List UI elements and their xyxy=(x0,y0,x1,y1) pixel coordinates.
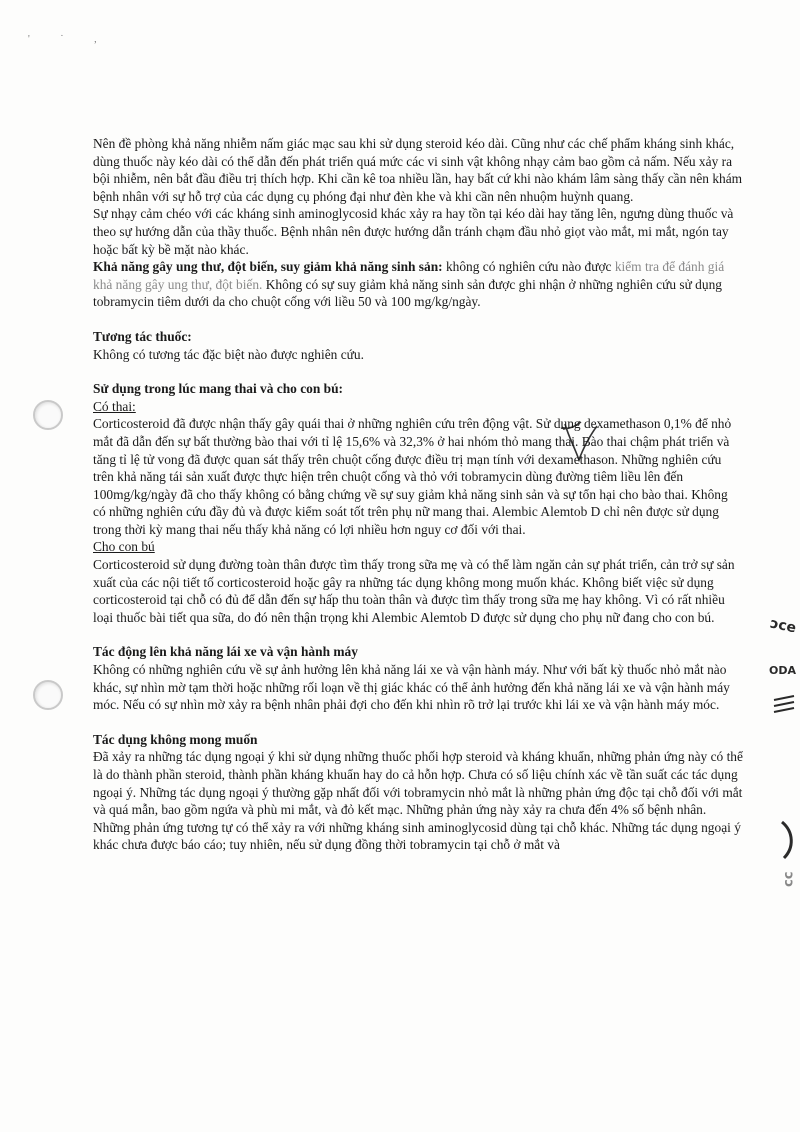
subheading-pregnancy: Có thai: xyxy=(93,398,136,414)
punch-hole-upper xyxy=(33,400,63,430)
carcinogenicity-text-b: Không có sự suy giảm khả năng sinh sản được ghi nhận ở những nghiên cứu sử dụng tobramycin tiêm dưới da cho chuột cống với liều 50 và 100 mg/kg/ngày. xyxy=(93,276,722,310)
paragraph-lactation: Corticosteroid sử dụng đường toàn thân được tìm thấy trong sữa mẹ và có thể làm ngăn cản sự phát triển, cản trở sự sản xuất của các nội tiết tố corticosteroid hoặc gây ra những tác dụng không mong muốn khác. Không biết việc sử dụng corticosteroid tại chỗ có đủ để dẫn đến sự hấp thu toàn thân và được tìm thấy trong sữa mẹ hay không. Vì có rất nhiều loại thuốc bài tiết qua sữa, do đó nên thận trọng khi Alembic Alemtob D được sử dụng cho phụ nữ đang cho con bú. xyxy=(93,557,735,625)
spacer xyxy=(93,714,743,731)
paragraph-carcinogenicity xyxy=(93,258,743,311)
paragraph-cross-sensitivity: Sự nhạy cảm chéo với các kháng sinh aminoglycosid khác xảy ra hay tồn tại kéo dài hay tăng lên, ngưng dùng thuốc và theo sự hướng dẫn của thầy thuốc. Bệnh nhân nên được hướng dẫn tránh chạm đầu nhỏ giọt vào mắt, mi mắt, ngón tay hoặc bất kỳ bề mặt nào khác. xyxy=(93,206,734,257)
carcinogenicity-label: Khả năng gây ung thư, đột biến, suy giảm khả năng sinh sản: xyxy=(93,259,443,275)
margin-stamp-middle: ODA xyxy=(769,664,796,677)
margin-stamp-top: ɔce xyxy=(768,615,798,637)
spacer xyxy=(93,363,743,380)
paragraph-pregnancy: Corticosteroid đã được nhận thấy gây quái thai ở những nghiên cứu trên động vật. Sử dụng dexamethason 0,1% để nhỏ mắt đã dẫn đến sự bất thường bào thai với tỉ lệ 15,6% và 32,3% ở hai nhóm thỏ mang thai. Bào thai chậm phát triển và tăng tỉ lệ tử vong đã được quan sát thấy trên chuột cống được điều trị mạn tính với dexamethason. Những nghiên cứu trên khả năng tái sản xuất được thực hiện trên chuột cống và thỏ với tobramycin dùng đường tiêm liều lên đến 100mg/kg/ngày đã cho thấy không có bằng chứng về sự suy giảm khả năng sinh sản và sự tổn hại cho bào thai. Không có những nghiên cứu đầy đủ và được kiểm soát tốt trên phụ nữ mang thai. Alembic Alemtob D chỉ nên được sử dụng trong thời kỳ mang thai nếu thấy khả năng có lợi nhiều hơn nguy cơ đối với thai. xyxy=(93,416,732,537)
spacer xyxy=(93,626,743,643)
paragraph-adverse-effects: Đã xảy ra những tác dụng ngoại ý khi sử dụng những thuốc phối hợp steroid và kháng khuẩn, những phản ứng này có thể là do thành phần steroid, thành phần kháng khuẩn hay do cả hỗn hợp. Chưa có số liệu chính xác về tần suất các tác dụng ngoại ý. Những tác dụng ngoại ý thường gặp nhất đối với tobramycin nhỏ mắt là những phản ứng độc tại chỗ đối với mắt và quá mẫn, bao gồm ngứa và phù mi mắt, và đỏ kết mạc. Những phản ứng này xảy ra chưa đến 4% số bệnh nhân. Những phản ứng tương tự có thể xảy ra với những kháng sinh aminoglycosid dùng tại chỗ khác. Những tác dụng ngoại ý khác chưa được báo cáo; tuy nhiên, nếu sử dụng đồng thời tobramycin tại chỗ ở mắt và xyxy=(93,749,743,853)
margin-stamp-lines xyxy=(772,694,796,716)
subheading-lactation: Cho con bú xyxy=(93,539,155,555)
heading-driving: Tác động lên khả năng lái xe và vận hành máy xyxy=(93,644,358,660)
heading-interactions: Tương tác thuốc: xyxy=(93,328,192,344)
spacer xyxy=(93,311,743,328)
punch-hole-lower xyxy=(33,680,63,710)
paragraph-interactions: Không có tương tác đặc biệt nào được nghiên cứu. xyxy=(93,346,364,362)
paragraph-fungal-infection: Nên đề phòng khả năng nhiễm nấm giác mạc sau khi sử dụng steroid kéo dài. Cũng như các chế phẩm kháng sinh khác, dùng thuốc này kéo dài có thể dẫn đến phát triển quá mức các vi sinh vật không nhạy cảm bao gồm cả nấm. Nếu xảy ra bội nhiễm, nên bắt đầu điều trị thích hợp. Khi cần kê toa nhiều lần, hay bất cứ khi nào khám lâm sàng thấy cần nên khám bệnh nhân với sự hỗ trợ của các dụng cụ phóng đại như đèn khe và khi cần nên nhuộm huỳnh quang. xyxy=(93,136,743,204)
heading-adverse-effects: Tác dụng không mong muốn xyxy=(93,731,258,747)
margin-stamp-arc xyxy=(778,820,798,860)
carcinogenicity-text-a: không có nghiên cứu nào được xyxy=(442,259,615,275)
scan-specks: ' ˙ , xyxy=(28,34,111,45)
heading-pregnancy-lactation: Sử dụng trong lúc mang thai và cho con bú: xyxy=(93,381,343,397)
margin-stamp-low: ɔɔ xyxy=(780,871,796,888)
carcinogenicity-text-faded: kiểm tra để đánh giá khả năng gây ung thư, đột biến. xyxy=(93,259,725,292)
document-body xyxy=(93,135,743,854)
paragraph-driving: Không có những nghiên cứu về sự ảnh hưởng lên khả năng lái xe và vận hành máy. Như với bất kỳ thuốc nhỏ mắt nào khác, sự nhìn mờ tạm thời hoặc những rối loạn về thị giác khác có thể ảnh hưởng đến khả năng lái xe và vận hành máy móc. Nếu có sự nhìn mờ xảy ra bệnh nhân phải đợi cho đến khi nhìn rõ trở lại trước khi lái xe và vận hành máy móc. xyxy=(93,662,730,713)
